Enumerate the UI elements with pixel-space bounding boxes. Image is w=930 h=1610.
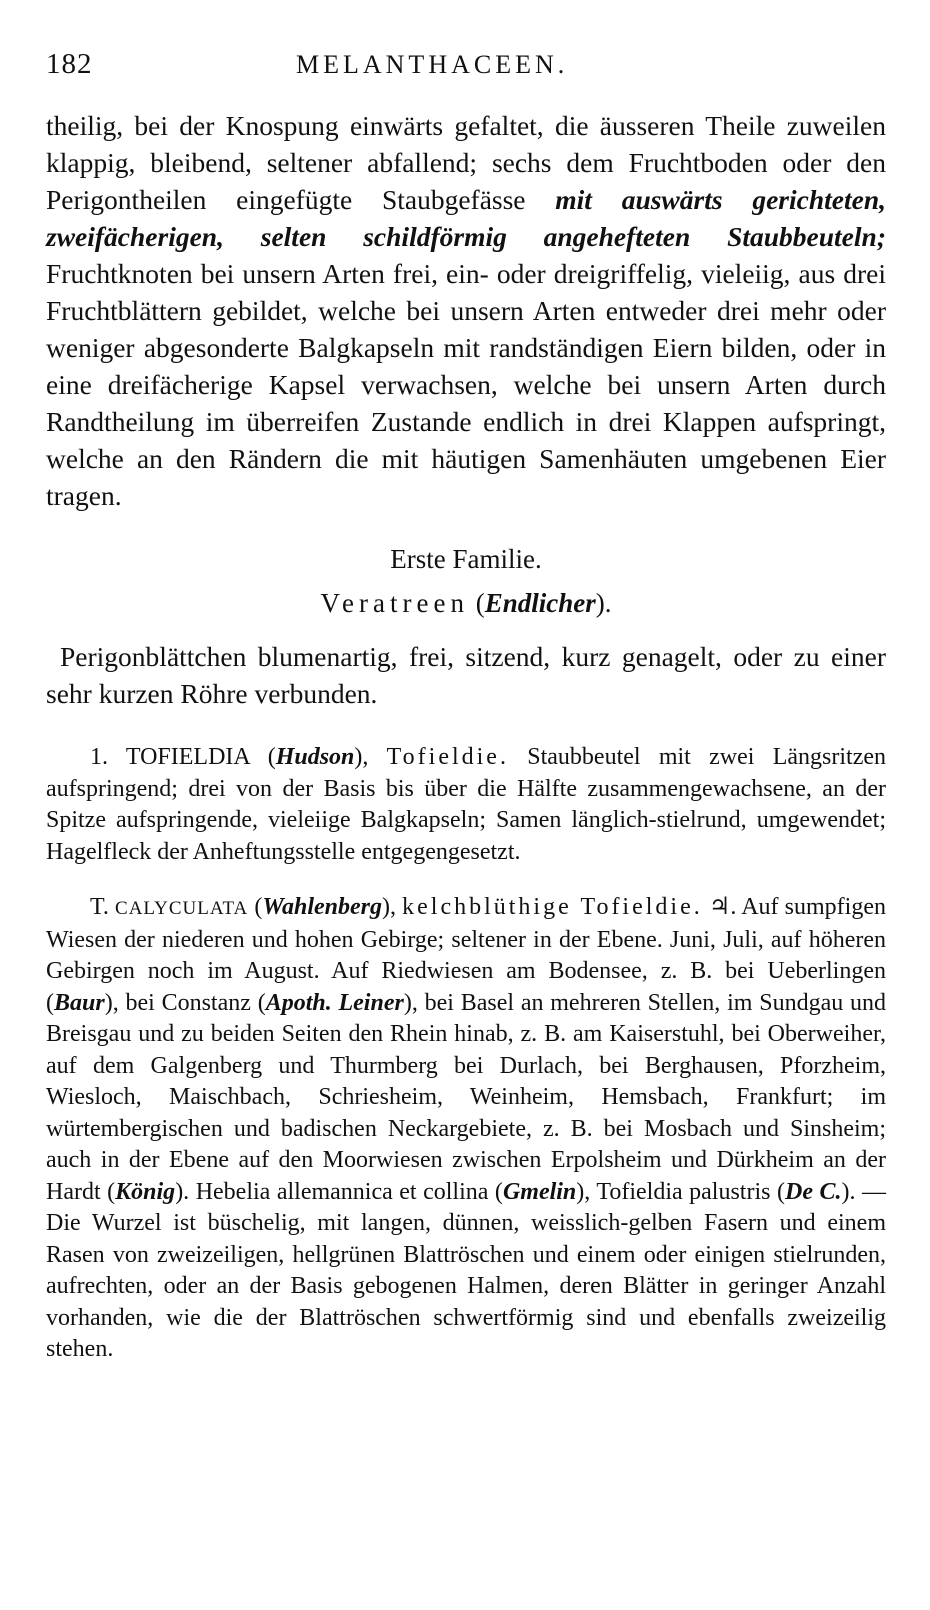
species-ref-2: Apoth. Leiner [265, 989, 404, 1016]
species-ref-4: Gmelin [502, 1178, 577, 1205]
family-name-heading [46, 588, 886, 618]
species-close-paren: ), [381, 894, 403, 920]
genus-entry [46, 742, 886, 868]
species-text-4: ). Hebelia allemannica et collina ( [175, 1178, 503, 1205]
family-heading: Erste Familie. [390, 544, 542, 574]
family-close-paren: ). [595, 588, 612, 618]
species-text-5: ), Tofieldia palustris ( [576, 1178, 785, 1205]
species-text-3: ), bei Basel an mehreren Stellen, im Sundgau und Breisgau und zu beiden Seiten den Rhein hinab, z. B. am Kaiserstuhl, bei Oberweiher, auf dem Galgenberg und Thurmberg bei Durlach, bei Berghausen, Pforzheim, Wiesloch, Maischbach, Schriesheim, Weinheim, Hemsbach, Frankfurt; im würtembergischen und badischen Neckargebiete, z. B. bei Mosbach und Sinsheim; auch in der Ebene auf den Moorwiesen zwischen Erpolsheim und Dürkheim an der Hardt ( [46, 989, 887, 1205]
species-text-2: ), bei Constanz ( [104, 989, 266, 1016]
genus-number-name: 1. TOFIELDIA [90, 744, 250, 770]
species-genus-abbrev: T. [90, 894, 116, 920]
species-ref-3: König [115, 1178, 176, 1205]
species-authority: Wahlenberg [262, 894, 382, 920]
species-text-6: ). — Die Wurzel ist büschelig, mit langen, dünnen, weisslich-gelben Fasern und einem Rasen von zweizeiligen, hellgrünen Blattröschen und einem oder einigen stielrunden, aufrechten, oder an der Basis gebogenen Halmen, deren Blätter in geringer Anzahl vorhanden, wie die der Blattröschen schwertförmig sind und ebenfalls zweizeilig stehen. [46, 1178, 887, 1362]
species-german-name: kelchblüthige Tofieldie. [402, 894, 703, 920]
species-ref-5: De C. [784, 1178, 842, 1205]
genus-authority: Hudson [275, 744, 355, 770]
page-header [46, 40, 886, 84]
family-name: Veratreen [320, 588, 469, 618]
species-open-paren: ( [248, 894, 263, 920]
intro-text: theilig, bei der Knospung einwärts gefaltet, die äusseren Theile zuweilen klappig, bleibend, seltener abfallend; sechs dem Fruchtboden oder den Perigontheilen eingefügte Staubgefässe [46, 110, 886, 215]
genus-german-name: Tofieldie. [386, 744, 509, 770]
intro-italic-text: mit auswärts gerichteten, zweifächerigen, selten schildförmig angehefteten Staubbeuteln; [46, 184, 886, 252]
species-ref-1: Baur [54, 989, 105, 1016]
intro-text-continued: Fruchtknoten bei unsern Arten frei, ein- oder dreigriffelig, vieleiig, aus drei Fruchtblättern gebildet, welche bei unsern Arten entweder drei mehr oder weniger abgesonderte Balgkapseln mit randständigen Eiern bilden, oder in eine dreifächerige Kapsel verwachsen, welche bei unsern Arten durch Randtheilung im überreifen Zustande endlich in drei Klappen aufspringt, welche an den Rändern die mit häutigen Samenhäuten umgebenen Eier tragen. [46, 258, 886, 511]
running-head: MELANTHACEEN. [296, 50, 569, 79]
page-number: 182 [46, 48, 93, 80]
intro-paragraph [46, 107, 886, 514]
genus-close-paren: ), [354, 744, 387, 770]
genus-description: Staubbeutel mit zwei Längsritzen aufspringend; drei von der Basis bis über die Hälfte zusammengewachsene, an der Spitze aufspringende, vieleiige Balgkapseln; Samen länglich-stielrund, umgewendet; Hagelfleck der Anheftungsstelle entgegengesetzt. [46, 744, 886, 865]
species-epithet: CALYCULATA [115, 898, 249, 919]
genus-open-paren: ( [249, 744, 276, 770]
species-entry [46, 892, 886, 1366]
species-text-1: ♃. Auf sumpfigen Wiesen der niederen und hohen Gebirge; seltener in der Ebene. Juni, Juli, auf höheren Gebirgen noch im August. Auf Riedwiesen am Bodensee, z. B. bei Ueberlingen ( [46, 894, 886, 1016]
family-description: Perigonblättchen blumenartig, frei, sitzend, kurz genagelt, oder zu einer sehr kurzen Röhre verbunden. [46, 641, 886, 709]
family-authority: Endlicher [484, 588, 596, 618]
book-page [46, 40, 886, 1390]
family-open-paren: ( [468, 588, 485, 618]
